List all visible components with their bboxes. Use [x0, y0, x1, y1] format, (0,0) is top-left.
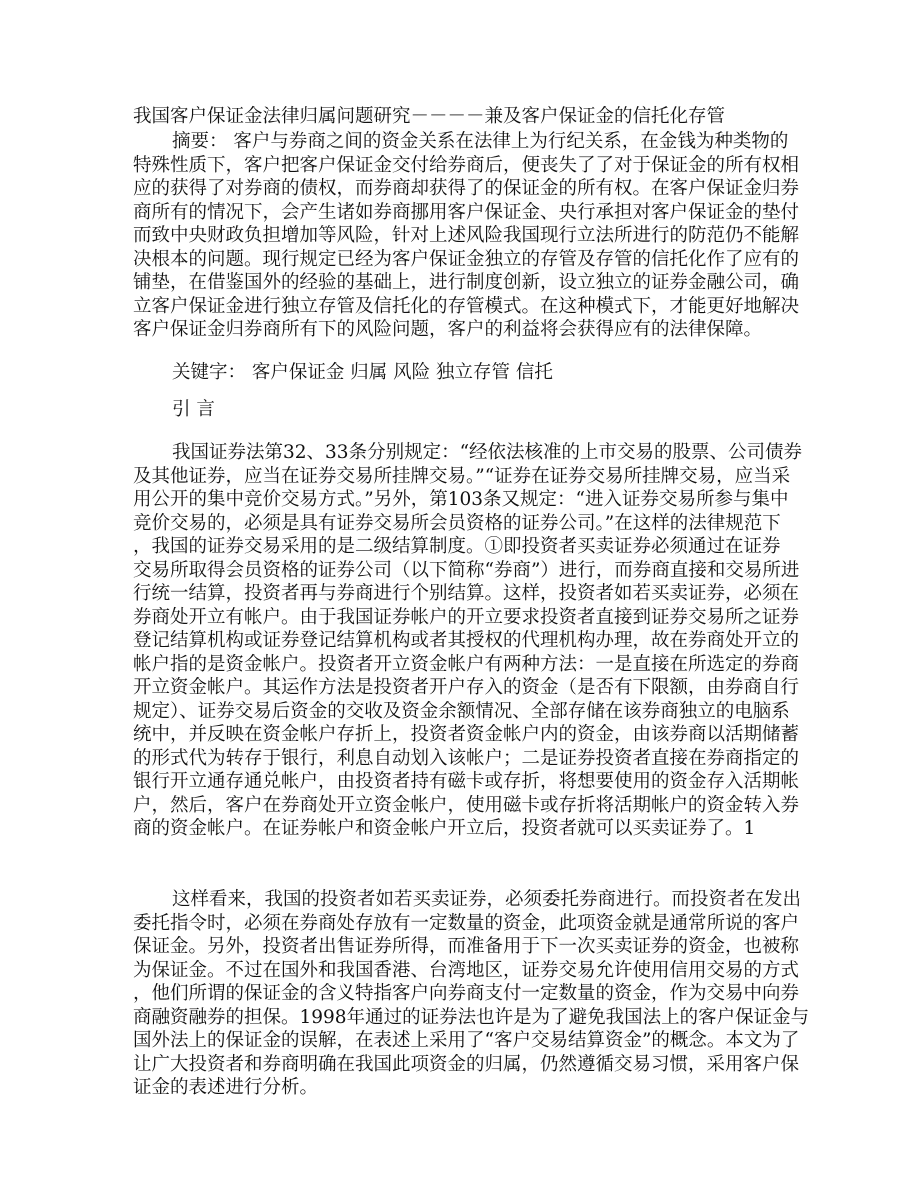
text-line: 用公开的集中竞价交易方式。”另外，第103条又规定：“进入证券交易所参与集中	[133, 489, 789, 510]
text-line: 开立资金帐户。其运作方法是投资者开户存入的资金（是否有下限额，由券商自行	[133, 677, 800, 698]
text-line: 规定）、证券交易后资金的交收及资金余额情况、全部存储在该券商独立的电脑系	[133, 700, 790, 722]
text-line: 这样看来，我国的投资者如若买卖证券，必须委托券商进行。而投资者在发出	[172, 889, 802, 910]
text-line: ，我国的证券交易采用的是二级结算制度。①即投资者买卖证券必须通过在证券	[133, 536, 781, 557]
text-line: ，他们所谓的保证金的含义特指客户向券商支付一定数量的资金，作为交易中向券	[133, 983, 800, 1004]
text-line: 证金的表述进行分析。	[133, 1077, 319, 1098]
text-line: 而致中央财政负担增加等风险，针对上述风险我国现行立法所进行的防范仍不能解	[133, 225, 800, 246]
text-line: 统中，并反映在资金帐户存折上，投资者资金帐户内的资金，由该券商以活期储蓄	[133, 724, 800, 745]
text-line: 我国证券法第32、33条分别规定：“经依法核准的上市交易的股票、公司债券	[172, 442, 803, 463]
text-line: 立客户保证金进行独立存管及信托化的存管模式。在这种模式下，才能更好地解决	[133, 295, 800, 317]
title-text: 我国客户保证金法律归属问题研究－－－－兼及客户保证金的信托化存管	[133, 106, 726, 127]
text-line: 摘要： 客户与券商之间的资金关系在法律上为行纪关系，在金钱为种类物的	[172, 131, 789, 152]
text-line: 保证金。另外，投资者出售证券所得，而准备用于下一次买卖证券的资金，也被称	[133, 936, 800, 957]
document-title	[133, 105, 803, 129]
text-line: 让广大投资者和券商明确在我国此项资金的归属，仍然遵循交易习惯，采用客户保	[133, 1053, 800, 1075]
text-line: 决根本的问题。现行规定已经为客户保证金独立的存管及存管的信托化作了应有的	[133, 248, 800, 270]
text-line: 及其他证券，应当在证券交易所挂牌交易。”“证券在证券交易所挂牌交易，应当采	[133, 465, 791, 487]
text-line: 交易所取得会员资格的证券公司（以下简称“券商”）进行，而券商直接和交易所进	[133, 559, 800, 581]
text-line: 为保证金。不过在国外和我国香港、台湾地区，证券交易允许使用信用交易的方式	[133, 959, 800, 981]
text-line: 银行开立通存通兑帐户，由投资者持有磁卡或存折，将想要使用的资金存入活期帐	[133, 771, 800, 792]
text-line: 竞价交易的，必须是具有证券交易所会员资格的证券公司。”在这样的法律规范下	[133, 512, 781, 534]
text-line: 委托指令时，必须在券商处存放有一定数量的资金，此项资金就是通常所说的客户	[133, 912, 800, 934]
text-line: 的形式代为转存于银行，利息自动划入该帐户；二是证券投资者直接在券商指定的	[133, 747, 800, 769]
text-line: 国外法上的保证金的误解，在表述上采用了“客户交易结算资金”的概念。本文为了	[133, 1030, 800, 1051]
text-line: 客户保证金归券商所有下的风险问题，客户的利益将会获得应有的法律保障。	[133, 319, 763, 340]
intro-heading: 引 言	[172, 399, 215, 420]
keywords-text: 关键字： 客户保证金 归属 风险 独立存管 信托	[172, 362, 553, 383]
text-line: 特殊性质下，客户把客户保证金交付给券商后，便丧失了了对于保证金的所有权相	[133, 154, 800, 176]
text-line: 商融资融券的担保。1998年通过的证券法也许是为了避免我国法上的客户保证金与	[133, 1006, 810, 1028]
section-heading	[133, 398, 803, 422]
text-line: 户，然后，客户在券商处开立资金帐户，使用磁卡或存折将活期帐户的资金转入券	[133, 794, 800, 816]
text-line: 商的资金帐户。在证券帐户和资金帐户开立后，投资者就可以买卖证券了。1	[133, 818, 756, 839]
paragraph-2	[133, 888, 810, 1100]
text-line: 帐户指的是资金帐户。投资者开立资金帐户有两种方法：一是直接在所选定的券商	[133, 653, 800, 675]
text-line: 商所有的情况下，会产生诸如券商挪用客户保证金、央行承担对客户保证金的垫付	[133, 201, 800, 223]
text-line: 登记结算机构或证券登记结算机构或者其授权的代理机构办理，故在券商处开立的	[133, 630, 800, 651]
abstract	[133, 130, 803, 342]
text-line: 券商处开立有帐户。由于我国证券帐户的开立要求投资者直接到证券交易所之证券	[133, 606, 800, 628]
text-line: 应的获得了对券商的债权，而券商却获得了的保证金的所有权。在客户保证金归券	[133, 178, 800, 199]
text-line: 行统一结算，投资者再与券商进行个别结算。这样，投资者如若买卖证券，必须在	[133, 583, 800, 604]
paragraph-1	[133, 441, 803, 841]
keywords	[133, 361, 803, 385]
text-line: 铺垫，在借鉴国外的经验的基础上，进行制度创新，设立独立的证券金融公司，确	[133, 272, 800, 293]
